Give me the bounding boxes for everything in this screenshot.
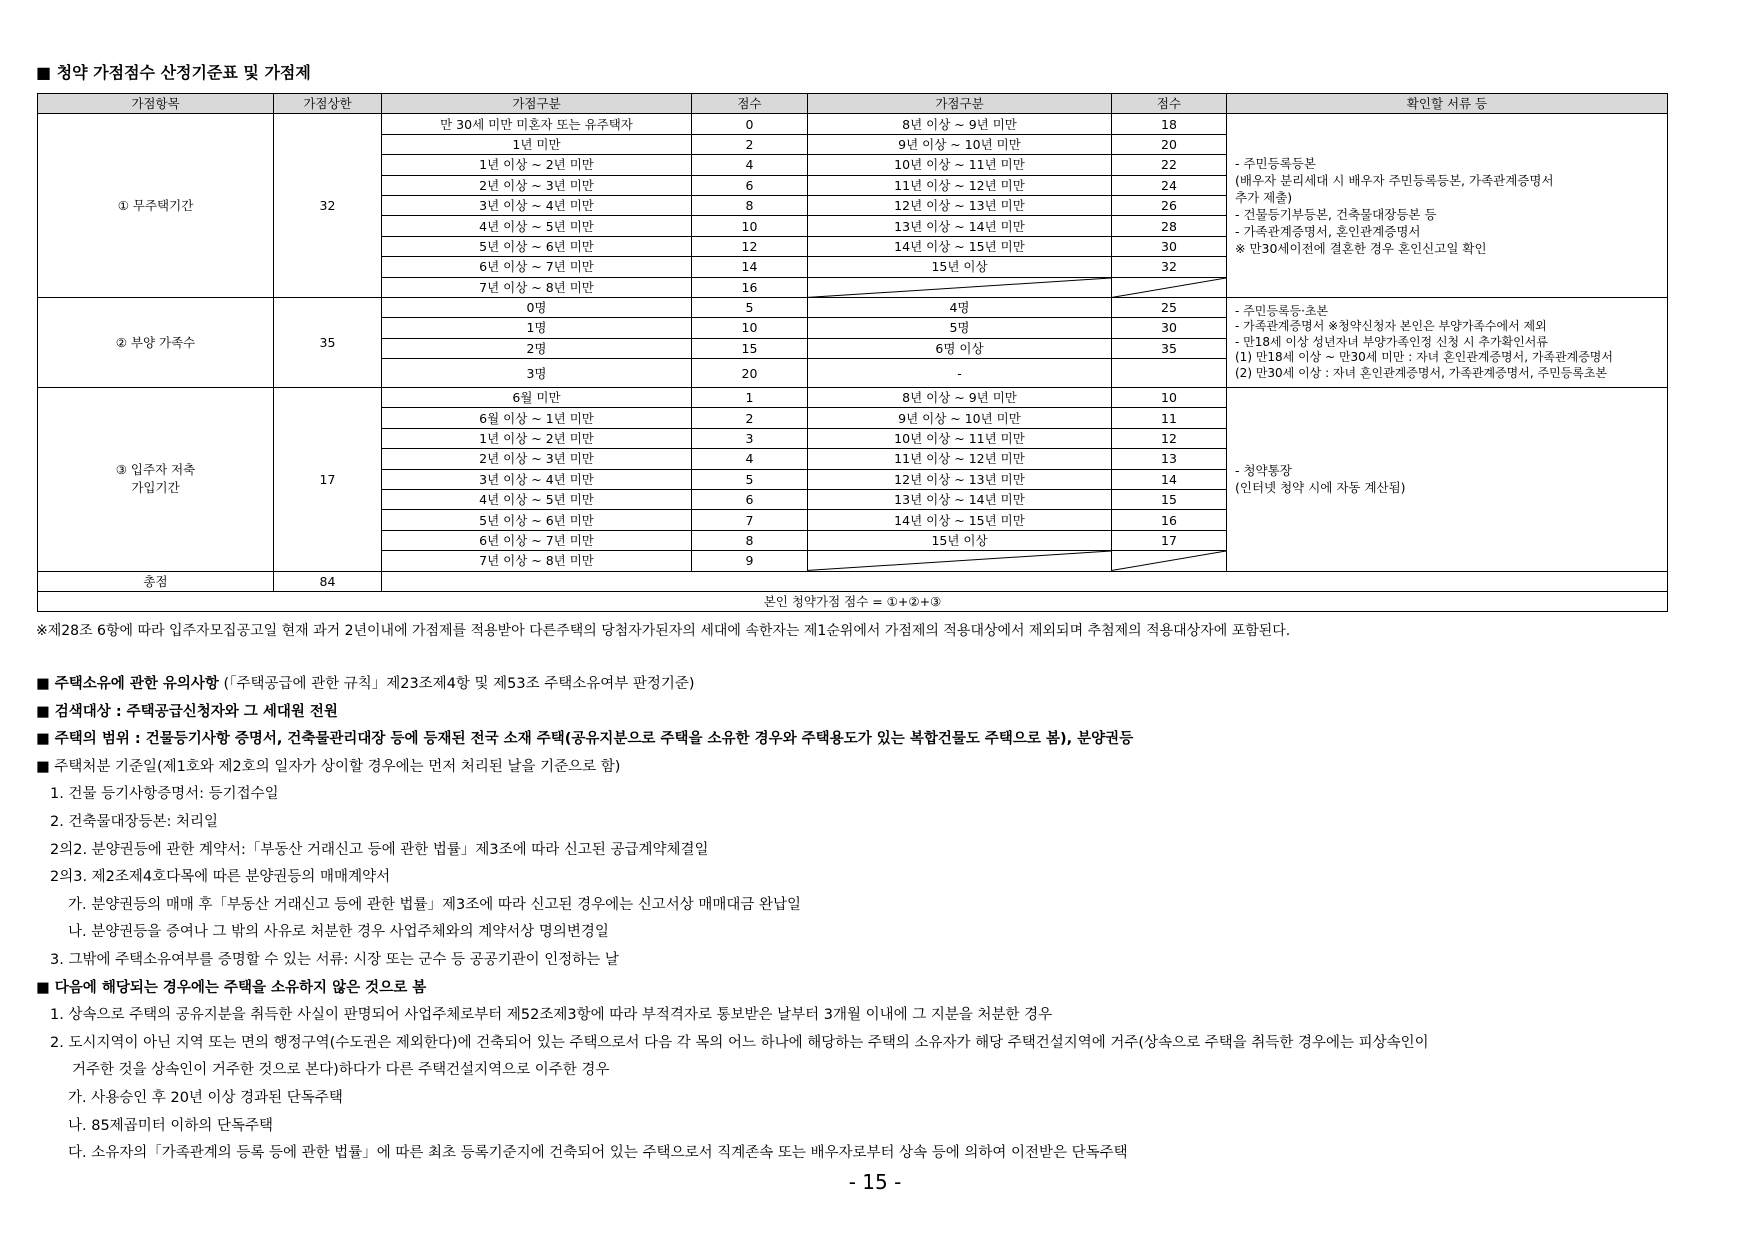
header-score-2: 점수 <box>1112 94 1227 114</box>
score-cell: 30 <box>1112 318 1227 338</box>
score-cell: 6 <box>692 175 808 195</box>
item-no-house-period: ① 무주택기간 <box>38 114 274 298</box>
category-cell: 5명 <box>808 318 1112 338</box>
score-cell: 22 <box>1112 155 1227 175</box>
score-cell: 16 <box>692 277 808 297</box>
house-ownership-section <box>36 671 1716 1168</box>
score-cell: 32 <box>1112 257 1227 277</box>
category-cell: 10년 이상 ~ 11년 미만 <box>808 155 1112 175</box>
empty-diagonal-cell <box>1112 551 1227 571</box>
score-cell: 28 <box>1112 216 1227 236</box>
sub-item-line: 나. 85제곱미터 이하의 단독주택 <box>68 1117 273 1134</box>
score-cell: 14 <box>1112 469 1227 489</box>
subscription-score-table <box>37 93 1668 612</box>
item-label-line: 가입기간 <box>131 480 180 496</box>
empty-diagonal-cell <box>808 277 1112 297</box>
section-title-rest: (「주택공급에 관한 규칙」제23조제4항 및 제53조 주택소유여부 판정기준) <box>218 676 695 692</box>
documents-no-house-period <box>1227 114 1668 298</box>
score-cell: 10 <box>692 318 808 338</box>
score-cell: 30 <box>1112 236 1227 256</box>
document-line: - 청약통장 <box>1235 463 1292 479</box>
score-cell: 25 <box>1112 297 1227 317</box>
score-table-title: ■ 청약 가점점수 산정기준표 및 가점제 <box>36 63 311 82</box>
document-line: (1) 만18세 이상 ~ 만30세 미만 : 자녀 혼인관계증명서, 가족관계증명서 <box>1235 350 1613 365</box>
numbered-line: 1. 상속으로 주택의 공유지분을 취득한 사실이 판명되어 사업주체로부터 제52조제3항에 따라 부적격자로 통보받은 날부터 3개월 이내에 그 지분을 처분한 경우 <box>50 1007 1053 1024</box>
header-category-2: 가점구분 <box>808 94 1112 114</box>
category-cell: 0명 <box>382 297 692 317</box>
score-cell: 15 <box>692 338 808 358</box>
document-line: (인터넷 청약 시에 자동 계산됨) <box>1235 480 1406 496</box>
category-cell: 3명 <box>382 359 692 388</box>
score-cell: 17 <box>1112 530 1227 550</box>
sub-item-line: 나. 분양권등을 증여나 그 밖의 사유로 처분한 경우 사업주체와의 계약서상 명의변경일 <box>68 924 609 941</box>
sub-item-line: 가. 사용승인 후 20년 이상 경과된 단독주택 <box>68 1089 343 1106</box>
table-row <box>38 388 1668 408</box>
category-cell: 2명 <box>382 338 692 358</box>
category-cell: 10년 이상 ~ 11년 미만 <box>808 428 1112 448</box>
category-cell: 8년 이상 ~ 9년 미만 <box>808 114 1112 134</box>
category-cell: 4년 이상 ~ 5년 미만 <box>382 490 692 510</box>
score-cell: 26 <box>1112 195 1227 215</box>
category-cell: 6월 미만 <box>382 388 692 408</box>
total-row <box>38 571 1668 591</box>
documents-dependents <box>1227 297 1668 387</box>
category-cell: 15년 이상 <box>808 257 1112 277</box>
bullet-line: ■ 검색대상 : 주택공급신청자와 그 세대원 전원 <box>36 703 338 720</box>
max-dependents: 35 <box>274 297 382 387</box>
score-cell: 18 <box>1112 114 1227 134</box>
category-cell: 14년 이상 ~ 15년 미만 <box>808 236 1112 256</box>
score-cell: 1 <box>692 388 808 408</box>
section-title-bold: ■ 주택소유에 관한 유의사항 <box>36 676 219 692</box>
document-line: - 건물등기부등본, 건축물대장등본 등 <box>1235 206 1437 222</box>
category-cell: 12년 이상 ~ 13년 미만 <box>808 195 1112 215</box>
score-cell: 5 <box>692 297 808 317</box>
category-cell: 11년 이상 ~ 12년 미만 <box>808 175 1112 195</box>
category-cell: 1년 이상 ~ 2년 미만 <box>382 155 692 175</box>
category-cell: 6명 이상 <box>808 338 1112 358</box>
score-cell: 8 <box>692 195 808 215</box>
max-no-house-period: 32 <box>274 114 382 298</box>
category-cell: 2년 이상 ~ 3년 미만 <box>382 449 692 469</box>
score-cell: 12 <box>1112 428 1227 448</box>
header-score-1: 점수 <box>692 94 808 114</box>
category-cell: 6년 이상 ~ 7년 미만 <box>382 257 692 277</box>
score-cell: 24 <box>1112 175 1227 195</box>
category-cell: 4명 <box>808 297 1112 317</box>
numbered-line: 2. 건축물대장등본: 처리일 <box>50 813 219 830</box>
numbered-line: 3. 그밖에 주택소유여부를 증명할 수 있는 서류: 시장 또는 군수 등 공공기관이 인정하는 날 <box>50 951 619 968</box>
category-cell: 13년 이상 ~ 14년 미만 <box>808 490 1112 510</box>
score-cell: 10 <box>1112 388 1227 408</box>
score-cell: 15 <box>1112 490 1227 510</box>
score-cell: 12 <box>692 236 808 256</box>
category-cell: 6월 이상 ~ 1년 미만 <box>382 408 692 428</box>
category-cell: 13년 이상 ~ 14년 미만 <box>808 216 1112 236</box>
numbered-line: 2의2. 분양권등에 관한 계약서:「부동산 거래신고 등에 관한 법률」제3조에 따라 신고된 공급계약체결일 <box>50 841 709 858</box>
document-line: - 만18세 이상 성년자녀 부양가족인정 신청 시 추가확인서류 <box>1235 334 1548 349</box>
document-line: - 주민등록등본 <box>1235 155 1316 171</box>
document-line: (배우자 분리세대 시 배우자 주민등록등본, 가족관계증명서 <box>1235 172 1554 188</box>
category-cell: 7년 이상 ~ 8년 미만 <box>382 277 692 297</box>
table-row <box>38 297 1668 317</box>
score-cell: 4 <box>692 155 808 175</box>
score-cell: 3 <box>692 428 808 448</box>
category-cell: 1명 <box>382 318 692 338</box>
category-cell: - <box>808 359 1112 388</box>
score-cell: 11 <box>1112 408 1227 428</box>
score-cell: 14 <box>692 257 808 277</box>
score-cell: 2 <box>692 408 808 428</box>
document-line: 추가 제출) <box>1235 189 1293 205</box>
score-cell: 6 <box>692 490 808 510</box>
section-title <box>36 671 1716 699</box>
score-cell: 8 <box>692 530 808 550</box>
category-cell: 3년 이상 ~ 4년 미만 <box>382 195 692 215</box>
header-max: 가점상한 <box>274 94 382 114</box>
score-formula: 본인 청약가점 점수 = ①+②+③ <box>38 591 1668 611</box>
score-cell: 0 <box>692 114 808 134</box>
continuation-line: 거주한 것을 상속인이 거주한 것으로 본다)하다가 다른 주택건설지역으로 이주한 경우 <box>72 1062 610 1079</box>
category-cell: 2년 이상 ~ 3년 미만 <box>382 175 692 195</box>
table-row <box>38 114 1668 134</box>
score-cell: 4 <box>692 449 808 469</box>
category-cell: 12년 이상 ~ 13년 미만 <box>808 469 1112 489</box>
item-label-line: ③ 입주자 저축 <box>115 462 196 478</box>
category-cell: 5년 이상 ~ 6년 미만 <box>382 510 692 530</box>
item-dependents: ② 부양 가족수 <box>38 297 274 387</box>
document-line: - 주민등록등·초본 <box>1235 303 1329 318</box>
bullet-line: ■ 주택처분 기준일(제1호와 제2호의 일자가 상이할 경우에는 먼저 처리된 날을 기준으로 함) <box>36 758 621 775</box>
bullet-line: ■ 주택의 범위 : 건물등기사항 증명서, 건축물관리대장 등에 등재된 전국 소재 주택(공유지분으로 주택을 소유한 경우와 주택용도가 있는 복합건물도 주택으로 봄), 분양권등 <box>36 731 1134 748</box>
item-savings-period <box>38 388 274 572</box>
category-cell: 6년 이상 ~ 7년 미만 <box>382 530 692 550</box>
category-cell: 9년 이상 ~ 10년 미만 <box>808 134 1112 154</box>
total-blank-cell <box>382 571 1668 591</box>
category-cell: 3년 이상 ~ 4년 미만 <box>382 469 692 489</box>
empty-diagonal-cell <box>1112 277 1227 297</box>
score-cell: 20 <box>692 359 808 388</box>
numbered-line: 2. 도시지역이 아닌 지역 또는 면의 행정구역(수도권은 제외한다)에 건축되어 있는 주택으로서 다음 각 목의 어느 하나에 해당하는 주택의 소유자가 해당 주택건설지역에 거주(상속으로 주택을 취득한 경우에는 피상속인이 <box>50 1034 1429 1051</box>
score-cell <box>1112 359 1227 388</box>
score-cell: 5 <box>692 469 808 489</box>
header-item: 가점항목 <box>38 94 274 114</box>
score-cell: 9 <box>692 551 808 571</box>
category-cell: 1년 미만 <box>382 134 692 154</box>
category-cell: 8년 이상 ~ 9년 미만 <box>808 388 1112 408</box>
category-cell: 4년 이상 ~ 5년 미만 <box>382 216 692 236</box>
sub-item-line: 가. 분양권등의 매매 후「부동산 거래신고 등에 관한 법률」제3조에 따라 신고된 경우에는 신고서상 매매대금 완납일 <box>68 896 802 913</box>
empty-diagonal-cell <box>808 551 1112 571</box>
score-cell: 13 <box>1112 449 1227 469</box>
max-savings-period: 17 <box>274 388 382 572</box>
document-line: - 가족관계증명서, 혼인관계증명서 <box>1235 223 1421 239</box>
score-cell: 16 <box>1112 510 1227 530</box>
documents-savings-period <box>1227 388 1668 572</box>
table-header-row <box>38 94 1668 114</box>
category-cell: 1년 이상 ~ 2년 미만 <box>382 428 692 448</box>
category-cell: 7년 이상 ~ 8년 미만 <box>382 551 692 571</box>
category-cell: 15년 이상 <box>808 530 1112 550</box>
document-line: - 가족관계증명서 ※청약신청자 본인은 부양가족수에서 제외 <box>1235 319 1547 334</box>
numbered-line: 1. 건물 등기사항증명서: 등기접수일 <box>50 786 279 803</box>
score-cell: 7 <box>692 510 808 530</box>
category-cell: 14년 이상 ~ 15년 미만 <box>808 510 1112 530</box>
document-line: ※ 만30세이전에 결혼한 경우 혼인신고일 확인 <box>1235 240 1487 256</box>
score-cell: 35 <box>1112 338 1227 358</box>
sub-item-line: 다. 소유자의「가족관계의 등록 등에 관한 법률」에 따른 최초 등록기준지에 건축되어 있는 주택으로서 직계존속 또는 배우자로부터 상속 등에 의하여 이전받은 단독주택 <box>68 1145 1128 1162</box>
category-cell: 5년 이상 ~ 6년 미만 <box>382 236 692 256</box>
exclusion-note: ※제28조 6항에 따라 입주자모집공고일 현재 과거 2년이내에 가점제를 적용받아 다른주택의 당첨자가된자의 세대에 속한자는 제1순위에서 가점제의 적용대상에서 제외되며 추첨제의 적용대상자에 포함된다. <box>36 623 1291 639</box>
total-label: 총점 <box>38 571 274 591</box>
category-cell: 만 30세 미만 미혼자 또는 유주택자 <box>382 114 692 134</box>
formula-row <box>38 591 1668 611</box>
score-cell: 10 <box>692 216 808 236</box>
header-documents: 확인할 서류 등 <box>1227 94 1668 114</box>
bullet-line: ■ 다음에 해당되는 경우에는 주택을 소유하지 않은 것으로 봄 <box>36 979 427 996</box>
header-category-1: 가점구분 <box>382 94 692 114</box>
score-cell: 2 <box>692 134 808 154</box>
total-value: 84 <box>274 571 382 591</box>
document-line: (2) 만30세 이상 : 자녀 혼인관계증명서, 가족관계증명서, 주민등록초본 <box>1235 365 1608 380</box>
page-number: - 15 - <box>848 1170 902 1194</box>
numbered-line: 2의3. 제2조제4호다목에 따른 분양권등의 매매계약서 <box>50 869 391 886</box>
score-cell: 20 <box>1112 134 1227 154</box>
category-cell: 9년 이상 ~ 10년 미만 <box>808 408 1112 428</box>
category-cell: 11년 이상 ~ 12년 미만 <box>808 449 1112 469</box>
